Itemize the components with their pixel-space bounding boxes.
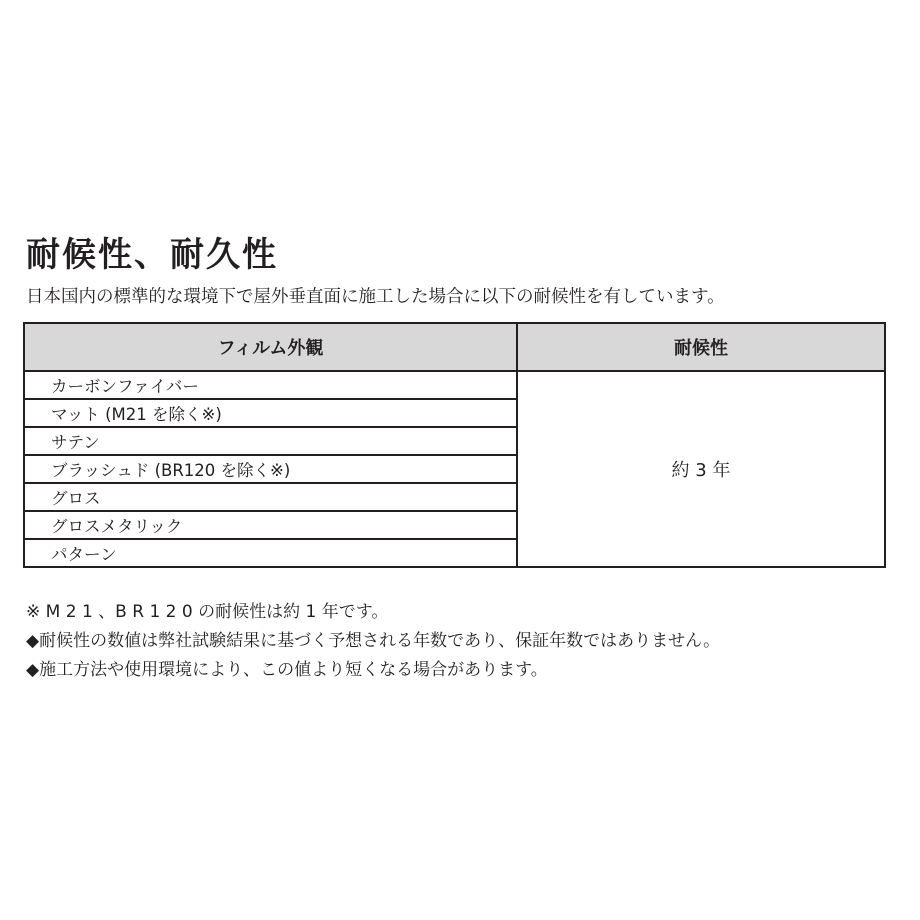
note-disclaimer: ◆耐候性の数値は弊社試験結果に基づく予想される年数であり、保証年数ではありません。	[26, 631, 721, 651]
table-row	[24, 371, 885, 399]
notes-list	[26, 598, 720, 685]
film-type-cell: グロス	[24, 483, 517, 511]
film-type-cell: カーボンファイバー	[24, 371, 517, 399]
film-type-cell: パターン	[24, 539, 517, 567]
note-exception: ※ M 2 1 、B R 1 2 0 の耐候性は約 1 年です。	[26, 602, 389, 622]
film-type-cell: ブラッシュド (BR120 を除く※)	[24, 455, 517, 483]
film-type-cell: サテン	[24, 427, 517, 455]
film-type-cell: マット (M21 を除く※)	[24, 399, 517, 427]
weather-resistance-table	[23, 322, 886, 568]
weather-resistance-value: 約 3 年	[517, 371, 885, 567]
table-header-row	[24, 323, 885, 371]
column-header-weather-resistance: 耐候性	[517, 323, 885, 371]
page-title: 耐候性、耐久性	[26, 235, 278, 275]
note-conditions: ◆施工方法や使用環境により、この値より短くなる場合があります。	[26, 660, 548, 680]
page-subtitle: 日本国内の標準的な環境下で屋外垂直面に施工した場合に以下の耐候性を有しています。	[26, 287, 725, 307]
film-type-cell: グロスメタリック	[24, 511, 517, 539]
column-header-film-appearance: フィルム外観	[24, 323, 517, 371]
